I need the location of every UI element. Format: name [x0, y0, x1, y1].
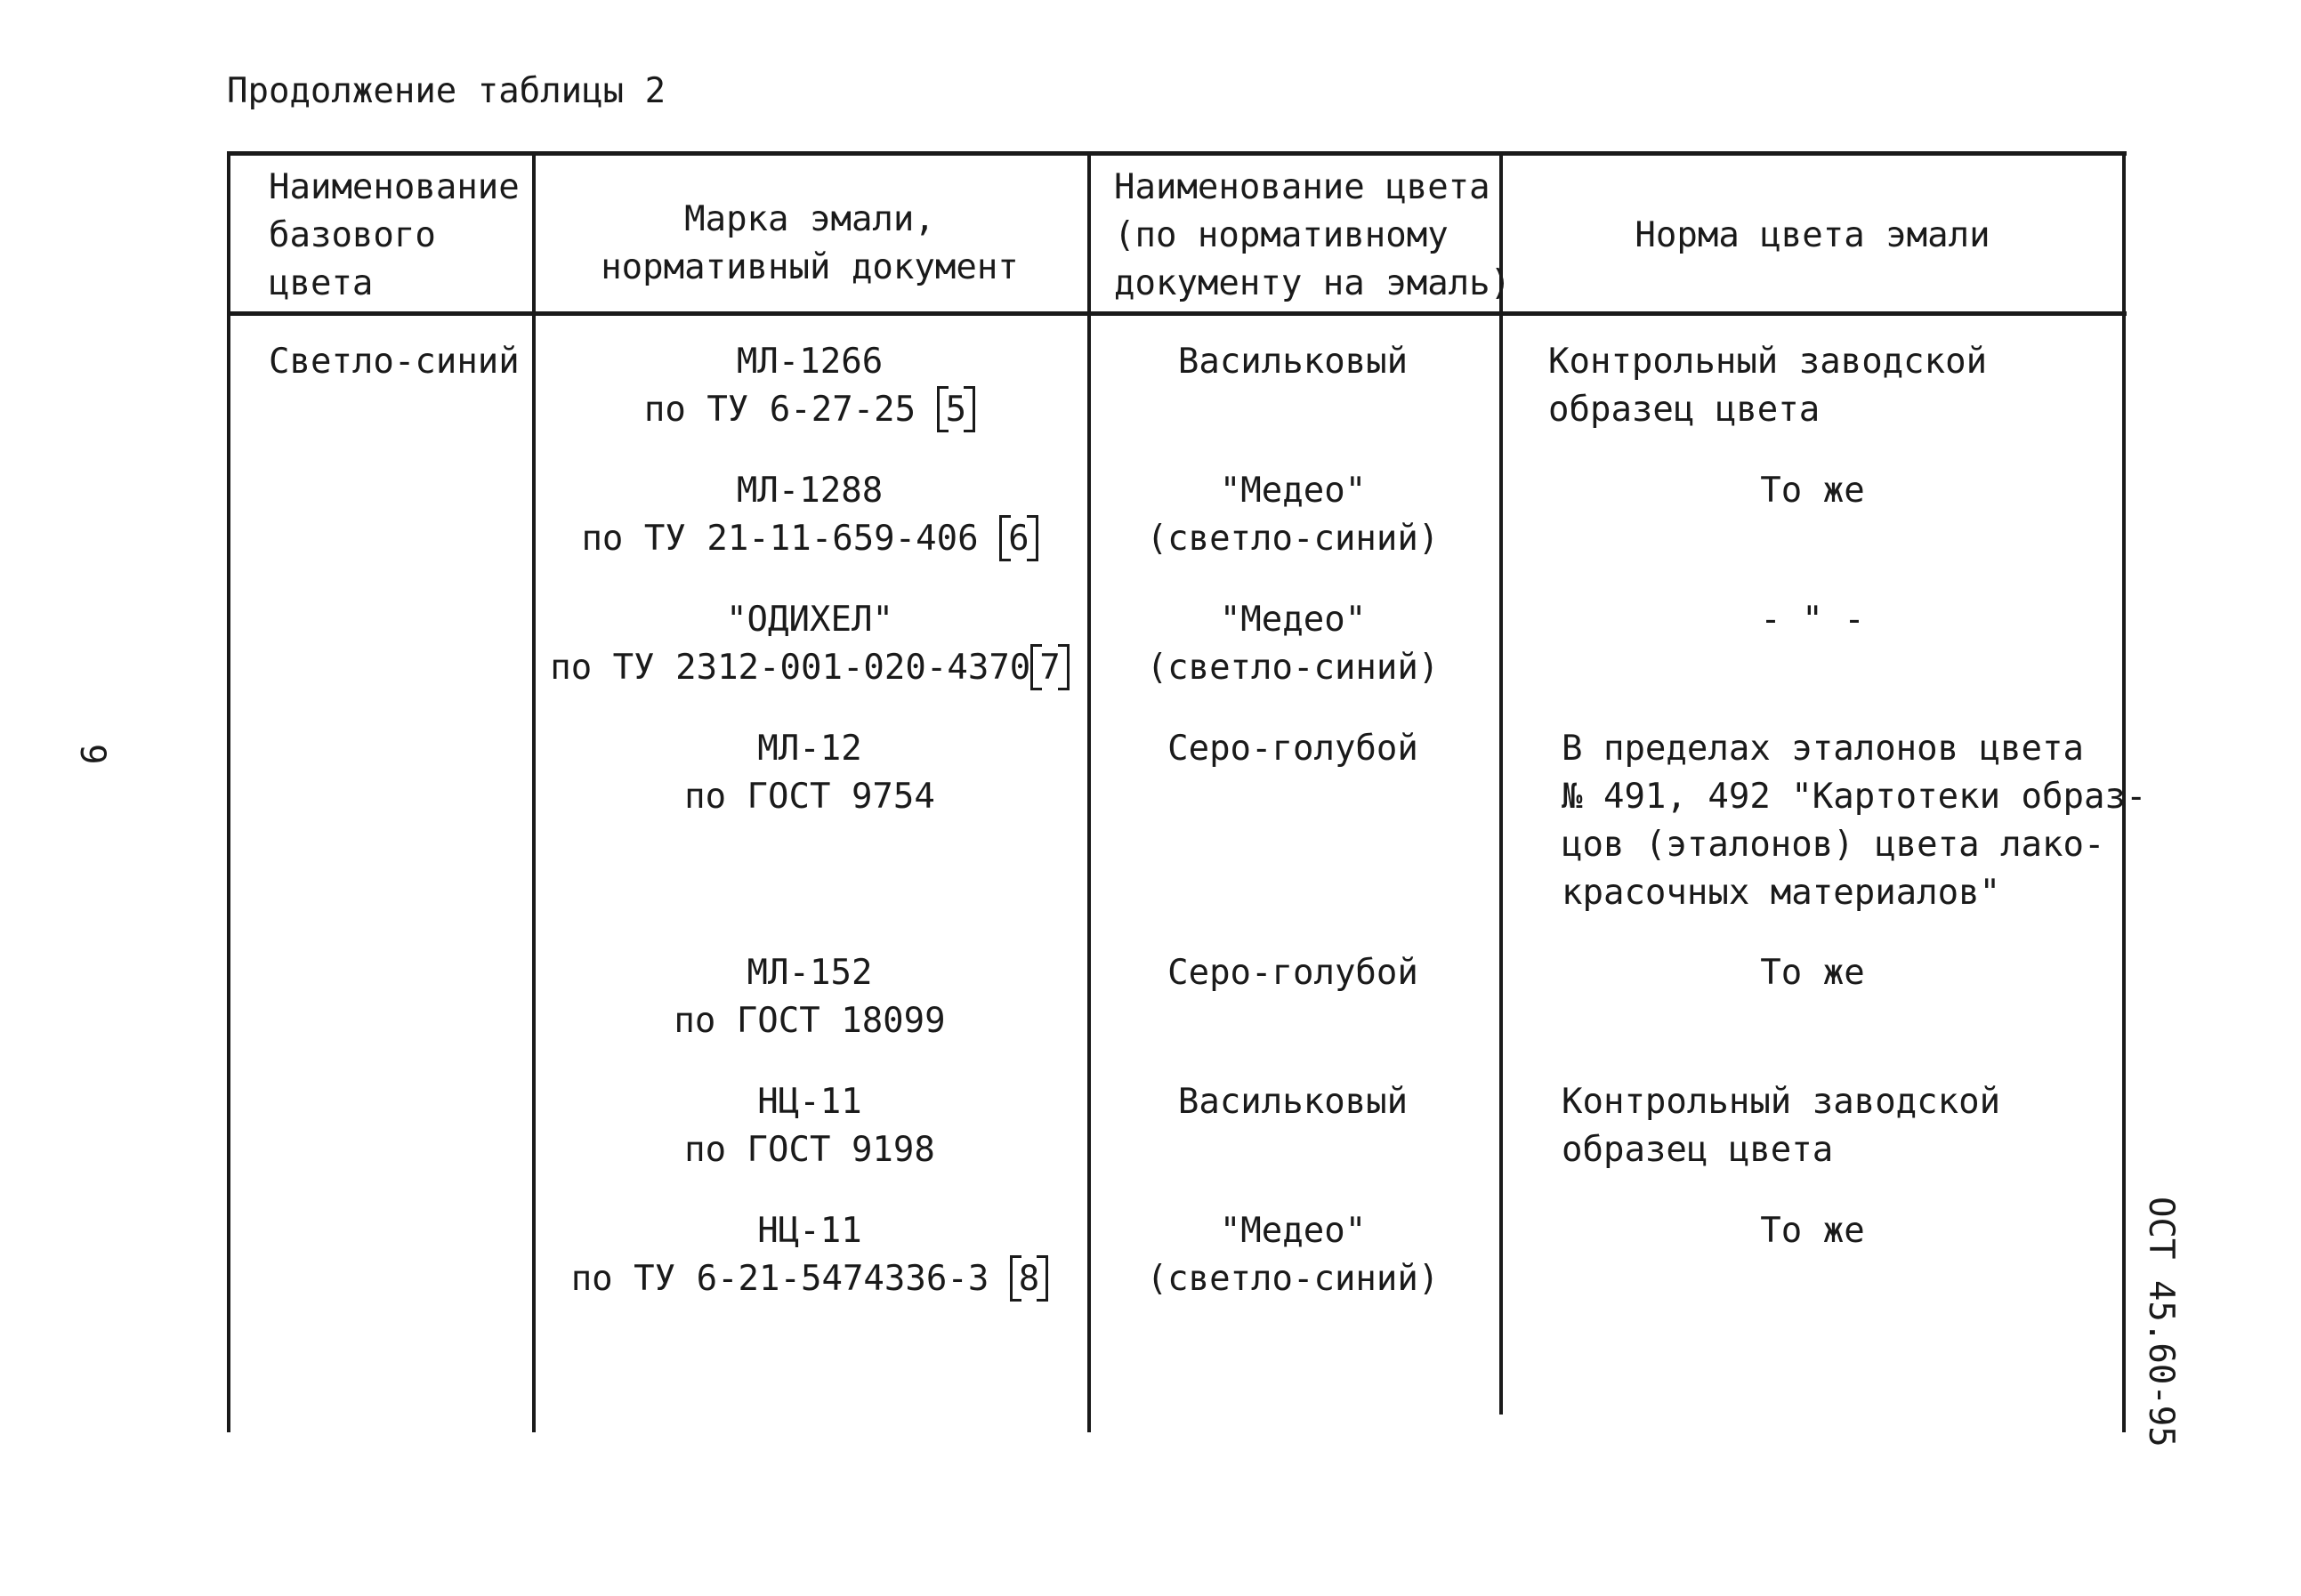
page-number: 9	[72, 744, 112, 765]
enamel-mark-cell: МЛ-12 по ГОСТ 9754	[684, 729, 935, 817]
table-top-border	[227, 151, 2127, 156]
column-border-1	[532, 151, 536, 1432]
column-border-left	[227, 151, 230, 1432]
color-name-cell: "Медео" (светло-синий)	[1146, 600, 1440, 688]
base-color-cell: Светло-синий	[269, 342, 520, 382]
color-norm-cell: То же	[1760, 471, 1865, 511]
color-name-cell: Васильковый	[1177, 342, 1409, 382]
color-name-cell: Серо-голубой	[1167, 729, 1418, 769]
color-norm-cell: То же	[1760, 1211, 1865, 1251]
enamel-mark-cell: "ОДИХЕЛ" по ТУ 2312-001-020-4370 7	[537, 596, 1082, 692]
enamel-mark-cell: НЦ-11 по ТУ 6-21-5474336-3 8	[537, 1207, 1082, 1303]
document-code: ОСТ 45.60-95	[2141, 1197, 2181, 1447]
header-col-enamel-mark: Марка эмали, нормативный документ	[601, 199, 1019, 287]
header-col-color-norm: Норма цвета эмали	[1635, 215, 1990, 255]
enamel-mark-cell: МЛ-152 по ГОСТ 18099	[674, 953, 946, 1041]
color-name-cell: "Медео" (светло-синий)	[1146, 1211, 1440, 1299]
column-border-2	[1087, 151, 1091, 1432]
reference-bracket: 6	[999, 515, 1037, 563]
color-norm-cell: Контрольный заводской образец цвета	[1548, 342, 1988, 430]
color-norm-cell: В пределах эталонов цвета № 491, 492 "Картотеки образ- цов (эталонов) цвета лако- красочных материалов"	[1562, 729, 2147, 913]
color-norm-cell: То же	[1760, 953, 1865, 993]
column-border-3	[1499, 151, 1503, 1415]
color-norm-cell: - " -	[1760, 600, 1865, 640]
color-norm-cell: Контрольный заводской образец цвета	[1562, 1082, 2001, 1170]
header-col-color-name: Наименование цвета (по нормативному документу на эмаль)	[1114, 167, 1512, 303]
reference-bracket: 5	[937, 386, 975, 434]
color-name-cell: Серо-голубой	[1167, 953, 1418, 993]
reference-bracket: 8	[1010, 1255, 1048, 1303]
enamel-mark-cell: НЦ-11 по ГОСТ 9198	[684, 1082, 935, 1170]
enamel-mark-cell: МЛ-1266 по ТУ 6-27-25 5	[537, 338, 1082, 434]
color-name-cell: "Медео" (светло-синий)	[1146, 471, 1440, 559]
header-col-base-color: Наименование базового цвета	[269, 167, 520, 303]
enamel-mark-cell: МЛ-1288 по ТУ 21-11-659-406 6	[537, 467, 1082, 563]
color-name-cell: Васильковый	[1177, 1082, 1409, 1122]
header-bottom-border	[227, 311, 2127, 316]
reference-bracket: 7	[1030, 644, 1069, 692]
table-caption: Продолжение таблицы 2	[227, 71, 666, 111]
